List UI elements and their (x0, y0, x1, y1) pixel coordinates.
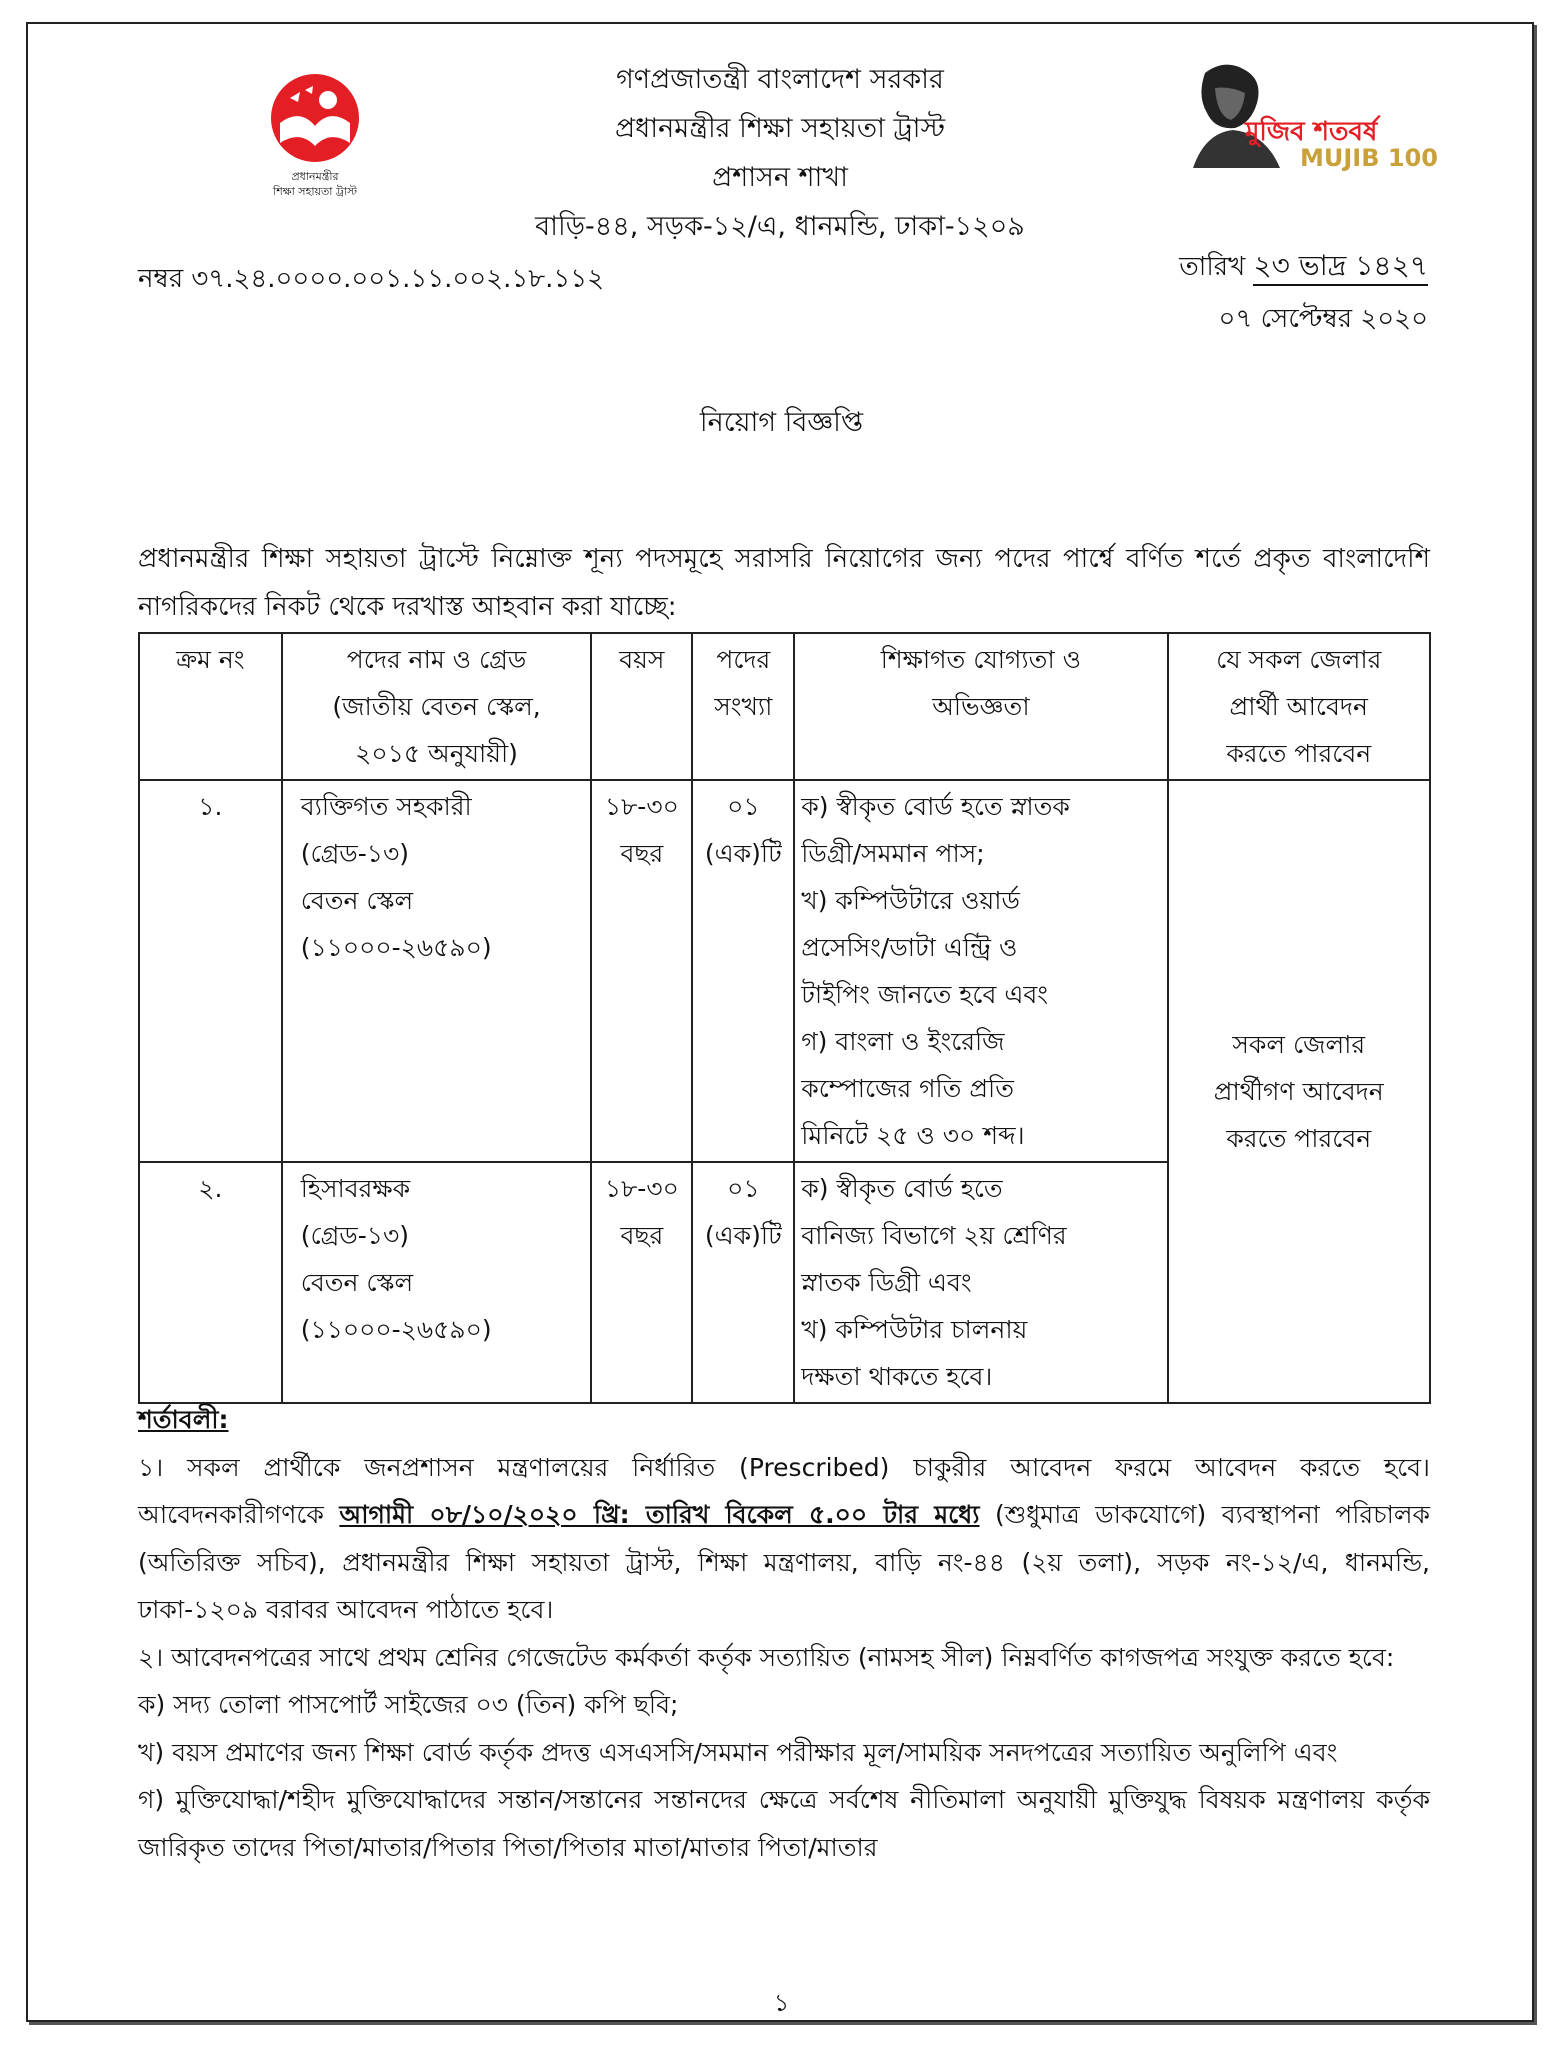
govt-name: গণপ্রজাতন্ত্রী বাংলাদেশ সরকার (616, 64, 944, 95)
intro-paragraph: প্রধানমন্ত্রীর শিক্ষা সহায়তা ট্রাস্টে নিম্নোক্ত শূন্য পদসমূহে সরাসরি নিয়োগের জন্য পদের পার্শ্বে বর্ণিত শর্তে প্রকৃত বাংলাদেশি নাগরিকদের নিকট থেকে দরখাস্ত আহবান করা যাচ্ছে: (138, 544, 1430, 622)
date-block (1179, 240, 1428, 345)
notice-title: নিয়োগ বিজ্ঞপ্তি (699, 407, 864, 438)
memo-number-label: নম্বর (138, 264, 184, 294)
row-serial: ২. (139, 1162, 282, 1403)
page-number: ১ (773, 1989, 790, 2017)
svg-text:MUJIB 100: MUJIB 100 (1300, 144, 1438, 172)
row-qualification: ক) স্বীকৃত বোর্ড হতে বানিজ্য বিভাগে ২য় শ্রেণির স্নাতক ডিগ্রী এবং খ) কম্পিউটার চালনায় দক্ষতা থাকতে হবে। (794, 1162, 1167, 1403)
mujib-100-logo (1185, 58, 1438, 183)
date-bangla: ২৩ ভাদ্র ১৪২৭ (1253, 249, 1428, 286)
row-post: ব্যক্তিগত সহকারী (গ্রেড-১৩) বেতন স্কেল (১১০০০-২৬৫৯০) (282, 780, 592, 1162)
table-header-row (139, 633, 1430, 780)
vacancy-table (138, 632, 1431, 1404)
condition-2-ga: গ) মুক্তিযোদ্ধা/শহীদ মুক্তিযোদ্ধাদের সন্তান/সন্তানের সন্তানদের ক্ষেত্রে সর্বশেষ নীতিমালা অনুযায়ী মুক্তিযুদ্ধ বিষয়ক মন্ত্রণালয় কর্তৃক জারিকৃত তাদের পিতা/মাতার/পিতার পিতা/পিতার মাতা/মাতার পিতা/মাতার (138, 1785, 1430, 1862)
memo-number-value: ৩৭.২৪.০০০০.০০১.১১.০০২.১৮.১১২ (191, 264, 604, 294)
svg-text:মুজিব শতবর্ষ: মুজিব শতবর্ষ (1245, 117, 1378, 147)
svg-text:প্রধানমন্ত্রীর: প্রধানমন্ত্রীর (291, 170, 339, 183)
date-english: ০৭ সেপ্টেম্বর ২০২০ (1218, 304, 1428, 334)
svg-text:শিক্ষা সহায়তা ট্রাস্ট: শিক্ষা সহায়তা ট্রাস্ট (273, 185, 357, 198)
col-qualification: শিক্ষাগত যোগ্যতা ও অভিজ্ঞতা (794, 633, 1167, 780)
section-name: প্রশাসন শাখা (712, 162, 848, 193)
row-qualification: ক) স্বীকৃত বোর্ড হতে স্নাতক ডিগ্রী/সমমান পাস; খ) কম্পিউটারে ওয়ার্ড প্রসেসিং/ডাটা এন্ট্রি ও টাইপিং জানতে হবে এবং গ) বাংলা ও ইংরেজি কম্পোজের গতি প্রতি মিনিটে ২৫ ও ৩০ শব্দ। (794, 780, 1167, 1162)
col-post: পদের নাম ও গ্রেড (জাতীয় বেতন স্কেল, ২০১৫ অনুযায়ী) (282, 633, 592, 780)
row-count: ০১ (এক)টি (692, 1162, 794, 1403)
table-row (139, 780, 1430, 1162)
condition-1: ১। সকল প্রার্থীকে জনপ্রশাসন মন্ত্রণালয়ের নির্ধারিত (Prescribed) চাকুরীর আবেদন ফরমে আবেদন করতে হবে। আবেদনকারীগণকে আগামী ০৮/১০/২০২০ খ্রি: তারিখ বিকেল ৫.০০ টার মধ্যে (শুধুমাত্র ডাকযোগে) ব্যবস্থাপনা পরিচালক (অতিরিক্ত সচিব), প্রধানমন্ত্রীর শিক্ষা সহায়তা ট্রাস্ট, শিক্ষা মন্ত্রণালয়, বাড়ি নং-৪৪ (২য় তলা), সড়ক নং-১২/এ, ধানমন্ডি, ঢাকা-১২০৯ বরাবর আবেদন পাঠাতে হবে। (138, 1452, 1430, 1624)
col-serial: ক্রম নং (139, 633, 282, 780)
condition-2-ka: ক) সদ্য তোলা পাসপোর্ট সাইজের ০৩ (তিন) কপি ছবি; (138, 1690, 679, 1719)
trust-name: প্রধানমন্ত্রীর শিক্ষা সহায়তা ট্রাস্ট (614, 113, 946, 144)
address: বাড়ি-৪৪, সড়ক-১২/এ, ধানমন্ডি, ঢাকা-১২০৯ (535, 211, 1025, 242)
row-district: সকল জেলার প্রার্থীগণ আবেদন করতে পারবেন (1168, 780, 1431, 1403)
row-serial: ১. (139, 780, 282, 1162)
letterhead (430, 55, 1130, 251)
date-label: তারিখ (1179, 252, 1246, 282)
deadline-text: আগামী ০৮/১০/২০২০ খ্রি: তারিখ বিকেল ৫.০০ টার মধ্যে (339, 1500, 980, 1529)
condition-2: ২। আবেদনপত্রের সাথে প্রথম শ্রেনির গেজেটেড কর্মকর্তা কর্তৃক সত্যায়িত (নামসহ সীল) নিম্নবর্ণিত কাগজপত্র সংযুক্ত করতে হবে: (138, 1642, 1395, 1672)
mujib-portrait-icon (1185, 58, 1438, 183)
conditions-heading: শর্তাবলী: (138, 1405, 229, 1434)
col-count: পদের সংখ্যা (692, 633, 794, 780)
conditions-section (138, 1396, 1430, 1871)
trust-logo (250, 68, 380, 198)
trust-logo-emblem (250, 68, 380, 198)
col-age: বয়স (591, 633, 692, 780)
memo-number (138, 258, 604, 302)
condition-2-kha: খ) বয়স প্রমাণের জন্য শিক্ষা বোর্ড কর্তৃক প্রদত্ত এসএসসি/সমমান পরীক্ষার মূল/সাময়িক সনদপত্রের সত্যায়িত অনুলিপি এবং (138, 1737, 1338, 1767)
row-count: ০১ (এক)টি (692, 780, 794, 1162)
col-district: যে সকল জেলার প্রার্থী আবেদন করতে পারবেন (1168, 633, 1431, 780)
row-age: ১৮-৩০ বছর (591, 1162, 692, 1403)
row-age: ১৮-৩০ বছর (591, 780, 692, 1162)
row-post: হিসাবরক্ষক (গ্রেড-১৩) বেতন স্কেল (১১০০০-২৬৫৯০) (282, 1162, 592, 1403)
